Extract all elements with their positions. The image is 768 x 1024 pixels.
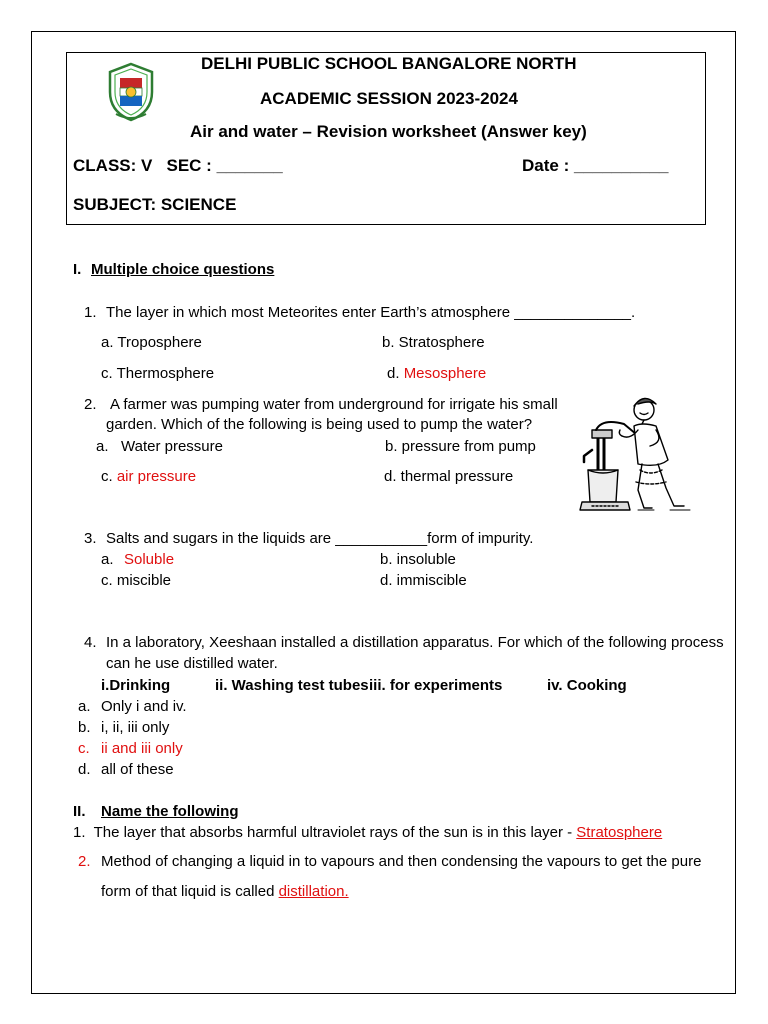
q4-option-a-letter: a. <box>78 698 91 715</box>
school-crest-logo <box>106 62 156 122</box>
q1-answer: Mesosphere <box>403 365 487 382</box>
date-label: Date : __________ <box>522 156 669 175</box>
s2-q2-line1: Method of changing a liquid in to vapours and then condensing the vapours to get the pure <box>101 853 702 870</box>
s2-q1-text: 1. The layer that absorbs harmful ultraviolet rays of the sun is in this layer - <box>73 824 577 841</box>
q3-number: 3. <box>84 530 97 547</box>
class-section-label: CLASS: V SEC : _______ <box>73 156 283 175</box>
academic-session: ACADEMIC SESSION 2023-2024 <box>260 89 518 108</box>
q3-answer: Soluble <box>124 551 175 568</box>
q2-number: 2. <box>84 396 97 413</box>
q3-text: Salts and sugars in the liquids are ___________form of impurity. <box>106 530 534 547</box>
q1-option-d <box>387 365 486 382</box>
q2-option-d: d. thermal pressure <box>384 468 514 485</box>
s2-q1-answer: Stratosphere <box>576 824 663 841</box>
farmer-hand-pump-illustration <box>578 390 696 518</box>
q4-option-d-letter: d. <box>78 761 91 778</box>
q4-option-c-letter: c. <box>78 740 90 757</box>
s2-q2-number: 2. <box>78 853 91 870</box>
q2-option-c <box>101 468 196 485</box>
q4-use-ii: ii. Washing test tubes <box>215 677 369 694</box>
s2-q1 <box>73 824 662 841</box>
q2-text-line2: garden. Which of the following is being used to pump the water? <box>106 416 533 433</box>
q4-option-b-letter: b. <box>78 719 91 736</box>
worksheet-title: Air and water – Revision worksheet (Answer key) <box>190 122 587 141</box>
subject-label: SUBJECT: SCIENCE <box>73 195 237 214</box>
q4-answer: ii and iii only <box>101 740 183 757</box>
q2-option-a: a. Water pressure <box>96 438 223 455</box>
q2-answer: air pressure <box>116 468 197 485</box>
s2-q2-line2 <box>101 883 349 900</box>
q3-option-a-letter: a. <box>101 551 114 568</box>
q4-text-line1: In a laboratory, Xeeshaan installed a distillation apparatus. For which of the following process <box>106 634 724 651</box>
s2-q2-answer: distillation. <box>278 883 349 900</box>
q4-option-b: i, ii, iii only <box>101 719 170 736</box>
school-name: DELHI PUBLIC SCHOOL BANGALORE NORTH <box>201 54 577 73</box>
q1-number: 1. <box>84 304 97 321</box>
q1-text: The layer in which most Meteorites enter Earth’s atmosphere ______________. <box>106 304 636 321</box>
q1-option-c: c. Thermosphere <box>101 365 215 382</box>
q4-use-iii: iii. for experiments <box>369 677 503 694</box>
s2-q2-line2-text: form of that liquid is called <box>101 883 279 900</box>
q3-option-c: c. miscible <box>101 572 172 589</box>
section2-number: II. <box>73 803 86 820</box>
section1-heading: Multiple choice questions <box>91 261 275 278</box>
q2-option-b: b. pressure from pump <box>385 438 536 455</box>
q1-option-b: b. Stratosphere <box>382 334 485 351</box>
section1-number: I. <box>73 261 82 278</box>
q3-option-b: b. insoluble <box>380 551 456 568</box>
q4-number: 4. <box>84 634 97 651</box>
q2-option-c-prefix: c. <box>101 468 117 485</box>
q1-option-a: a. Troposphere <box>101 334 202 351</box>
section2-heading: Name the following <box>101 803 239 820</box>
q4-text-line2: can he use distilled water. <box>106 655 278 672</box>
q4-option-a: Only i and iv. <box>101 698 187 715</box>
q4-use-iv: iv. Cooking <box>547 677 627 694</box>
q3-option-d: d. immiscible <box>380 572 467 589</box>
q2-text-line1: A farmer was pumping water from underground for irrigate his small <box>110 396 558 413</box>
q4-option-d: all of these <box>101 761 174 778</box>
q1-option-d-prefix: d. <box>387 365 404 382</box>
q4-use-i: i.Drinking <box>101 677 171 694</box>
